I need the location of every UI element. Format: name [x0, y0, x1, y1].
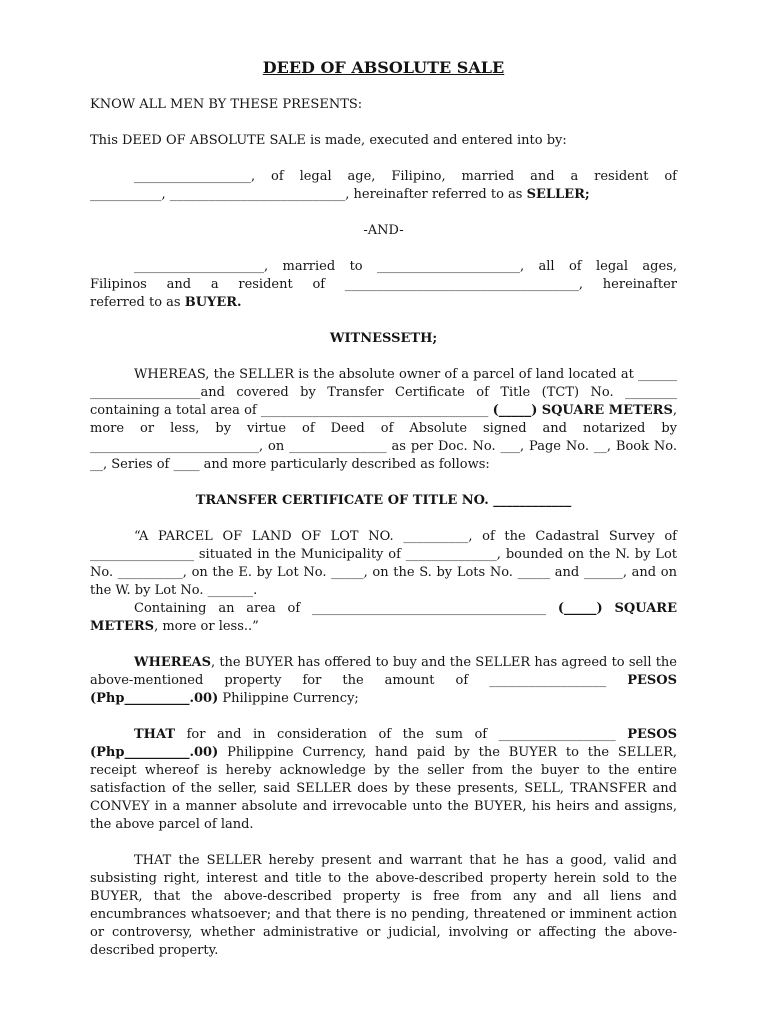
whereas-1-sqm: SQUARE METERS [541, 403, 673, 418]
containing-text-a: Containing an area of ____________________________________ [134, 601, 558, 616]
that-1-pesos: PESOS (Php__________.00) [90, 727, 677, 760]
whereas-paragraph-2 [90, 654, 677, 708]
buyer-label: BUYER. [184, 295, 242, 310]
deed-document [90, 58, 677, 960]
containing-area-paragraph [90, 600, 677, 636]
made-by-line: This DEED OF ABSOLUTE SALE is made, executed and entered into by: [90, 133, 567, 148]
whereas-2-text-a: , the BUYER has offered to buy and the SELLER has agreed to sell the above-mentioned property for the amount of __________________ [90, 655, 677, 688]
whereas-2-lead: WHEREAS [134, 655, 211, 670]
seller-label: SELLER; [526, 187, 590, 202]
tct-heading: TRANSFER CERTIFICATE OF TITLE NO. ____________ [195, 493, 572, 508]
whereas-2-pesos: PESOS (Php__________.00) [90, 673, 677, 706]
document-title: DEED OF ABSOLUTE SALE [262, 58, 505, 77]
that-1-text-a: for and in consideration of the sum of __________________ [175, 727, 628, 742]
parcel-description: “A PARCEL OF LAND OF LOT NO. __________, of the Cadastral Survey of ________________ situated in the Municipality of ______________, bounded on the N. by Lot No. __________, on the E. by Lot No. _____, on the S. by Lots No. _____ and ______, and on the W. by Lot No. _______. [90, 529, 677, 598]
containing-text-b: , more or less..” [154, 619, 259, 634]
buyer-line-2: Filipinos and a resident of ____________________________________, hereinafter [90, 277, 677, 292]
seller-line-2-text: ___________, ___________________________, hereinafter referred to as [90, 187, 527, 202]
that-1-lead: THAT [134, 727, 176, 742]
seller-paragraph [90, 168, 677, 204]
containing-sqm: SQUARE METERS [90, 601, 677, 634]
seller-line-1: __________________, of legal age, Filipino, married and a resident of [134, 169, 677, 184]
buyer-paragraph [90, 258, 677, 312]
containing-paren: (_____) [557, 601, 603, 616]
buyer-line-1: ____________________, married to ______________________, all of legal ages, [134, 259, 677, 274]
whereas-1-text-a: WHEREAS, the SELLER is the absolute owner of a parcel of land located at ______ _________________and covered by Transfer Certificate of Title (TCT) No. ________ containing a total area of ___________________________________ [90, 367, 677, 418]
seller-line-2 [90, 186, 677, 204]
that-paragraph-1 [90, 726, 677, 834]
that-1-text-b: Philippine Currency, hand paid by the BUYER to the SELLER, receipt whereof is hereby acknowledge by the seller from the buyer to the entire satisfaction of the seller, said SELLER does by these presents, SELL, TRANSFER and CONVEY in a manner absolute and irrevocable unto the BUYER, his heirs and assigns, the above parcel of land. [90, 745, 677, 832]
buyer-line-3 [90, 294, 677, 312]
witnesseth-heading: WITNESSETH; [329, 331, 438, 346]
whereas-paragraph-1 [90, 366, 677, 474]
and-separator: -AND- [363, 223, 404, 238]
buyer-line-3-text: referred to as [90, 295, 185, 310]
intro-line: KNOW ALL MEN BY THESE PRESENTS: [90, 97, 363, 112]
whereas-2-text-b: Philippine Currency; [218, 691, 359, 706]
whereas-1-paren: (_____) [492, 403, 538, 418]
whereas-1-text-b: , more or less, by virtue of Deed of Absolute signed and notarized by __________________________, on _______________ as per Doc. No. ___, Page No. __, Book No. __, Series of ____ and more particularly described as follows: [90, 403, 677, 472]
that-paragraph-2: THAT the SELLER hereby present and warrant that he has a good, valid and subsisting right, interest and title to the above-described property herein sold to the BUYER, that the above-described property is free from any and all liens and encumbrances whatsoever; and that there is no pending, threatened or imminent action or controversy, whether administrative or judicial, involving or affecting the above-described property. [90, 853, 677, 958]
